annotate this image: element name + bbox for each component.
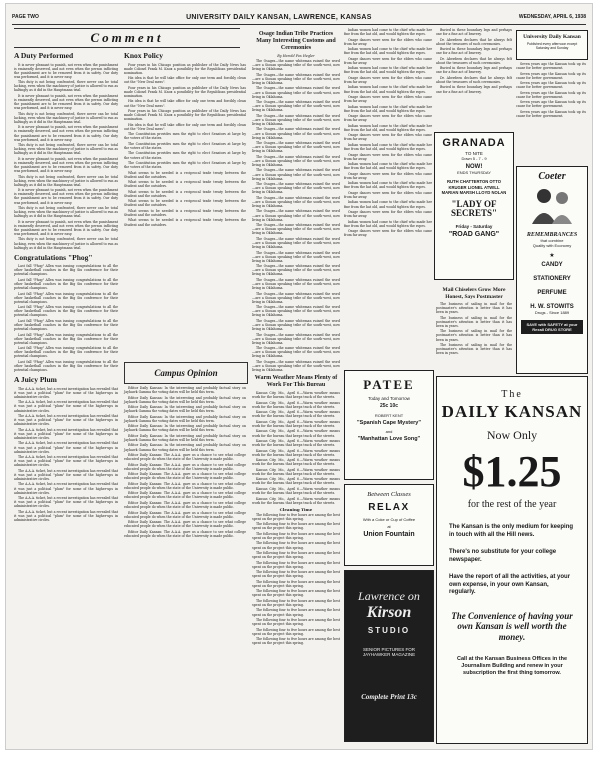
column-2 (124, 48, 246, 358)
article-paragraph: It is never pleasant to punish, not even when the punishment is eminently deserved, and not even when the person inflicting the punishment are to be removed from it in safety. Our duty was performed, and it is never easy. (14, 219, 118, 236)
ad-paragraph: There's no substitute for your college newspaper. (449, 549, 557, 563)
ad-line: for the rest of the year (467, 499, 557, 510)
letter-paragraph: Editor Daily Kansan: The A.A.A. gave us a chance to see what college educated people do when the state of the University is made public. (124, 462, 246, 471)
article-paragraph: What seems to be needed is a reciprocal trade treaty between the Student and the outsiders. (124, 208, 246, 217)
letter-paragraph: Editor Daily Kansan: In the interesting and probably factual story on Jayhawk Gamma the voting dates will be held this term. (124, 424, 246, 433)
ad-price: Complete Print 13c (361, 693, 417, 701)
article-paragraph: Last fall "Phog" Allen was issuing congratulations to all the other basketball coaches in the Big Six conference for their potential champions. (14, 359, 118, 373)
article-paragraph: Kansas City, Mo., April 6.—Warm weather means work for the bureau that keeps track of the streets. (252, 429, 340, 438)
headline-knox-policy: Knox Policy (124, 51, 163, 60)
article-paragraph: The Osages—the name whiteman ruined the word—are a Siouan speaking tribe of the south-west, now living in Oklahoma. (252, 127, 340, 140)
letter-paragraph: Editor Daily Kansan: The A.A.A. gave us a chance to see what college educated people do when the state of the University is made public. (124, 520, 246, 529)
article-paragraph: This duty is not being confronted, there never can be total lacking, even when the machinery of justice is allowed to run as haltingly as it did in the Hauptmann trial. (14, 80, 118, 93)
article-paragraph: Kansas City, Mo., April 6.—Warm weather means work for the bureau that keeps track of the streets. (252, 439, 340, 448)
article-paragraph: The A.A.A. ticket, but a recent investigation has revealed that it was just a political "plum" for some of the higher-ups in administrative circles. (14, 386, 118, 399)
article-paragraph: What seems to be needed is a reciprocal trade treaty between the Student and the outsiders. (124, 170, 246, 179)
article-paragraph: His idea is that he will take office for only one term and forcibly clean out the "New Deal mess". (124, 99, 246, 108)
headline-osage-tribe: Osage Indian Tribe Practices Many Interesting Customs and Ceremonies (256, 31, 336, 51)
article-paragraph: Kansas City, Mo., April 6.—Warm weather means work for the bureau that keeps track of the streets. (252, 410, 340, 419)
article-paragraph: The following four to five hours are among the best spent on the project this spring. (252, 570, 340, 579)
article-paragraph: Indian women had come to the chief who made her fine from the hat old, and would tighten the ropes. (344, 85, 432, 94)
article-paragraph: It is never pleasant to punish, not even when the punishment is eminently deserved, and not even when the person inflicting the punishment are to be removed from it in safety. Our duty was performed, and it is never easy. (14, 93, 118, 111)
article-paragraph: This duty is not being confronted, there never can be total lacking, even when the machinery of justice is allowed to run as haltingly as it did in the Hauptmann trial. (14, 237, 118, 250)
article-paragraph: Osage dances were seen for the elders who came from far away. (344, 75, 432, 84)
ad-line: ROBERT KENT (374, 413, 404, 418)
column-5 (436, 28, 512, 126)
article-paragraph: The following four to five hours are among the best spent on the project this spring. (252, 618, 340, 627)
article-paragraph: The Osages—the name whiteman ruined the word—are a Siouan speaking tribe of the south-west, now living in Oklahoma. (252, 305, 340, 318)
granada-theatre-ad (434, 132, 514, 280)
article-paragraph: The Osages—the name whiteman ruined the word—are a Siouan speaking tribe of the south-west, now living in Oklahoma. (252, 318, 340, 332)
ad-line: The (501, 389, 523, 400)
article-paragraph: What seems to be needed is a reciprocal trade treaty between the Student and the outsiders. (124, 218, 246, 227)
ad-brand: Coeter (538, 171, 566, 182)
article-paragraph: Last fall "Phog" Allen was issuing congratulations to all the other basketball coaches in the Big Six conference for their potential champions. (14, 318, 118, 332)
article-paragraph: The business of sailing in mail for the postmaster's attention is better than it has been in years. (436, 329, 512, 342)
ad-feature: "Manhattan Love Song" (357, 436, 421, 442)
ad-price: 25c 10c (379, 403, 399, 409)
article-paragraph: The business of sailing in mail for the postmaster's attention is better than it has been in years. (436, 315, 512, 328)
article-paragraph: His idea is that he will take office for only one term and forcibly clean out the "New Deal mess". (124, 76, 246, 85)
letter-paragraph: Editor Daily Kansan: The A.A.A. gave us a chance to see what college educated people do when the state of the University is made public. (124, 481, 246, 490)
article-paragraph: Indian women had come to the chief who made her fine from the hat old, and would tighten the ropes. (344, 66, 432, 75)
article-paragraph: The following four to five hours are among the best spent on the project this spring. (252, 608, 340, 617)
article-paragraph: This duty is not being confronted, there never can be total lacking, even when the machinery of justice is allowed to run as haltingly as it did in the Hauptmann trial. (14, 143, 118, 156)
article-paragraph: Kansas City, Mo., April 6.—Warm weather means work for the bureau that keeps track of the streets. (252, 419, 340, 428)
ad-title: DAILY KANSAN (441, 402, 583, 421)
article-paragraph: The Osages—the name whiteman ruined the word—are a Siouan speaking tribe of the south-west, now living in Oklahoma. (252, 359, 340, 373)
article-paragraph: Last fall "Phog" Allen was issuing congratulations to all the other basketball coaches in the Big Six conference for their potential champions. (14, 346, 118, 359)
headline-juicy-plum: A Juicy Plum (14, 375, 57, 385)
ad-line: NOW! (465, 164, 483, 170)
article-paragraph: The A.A.A. ticket, but a recent investigation has revealed that it was just a political "plum" for some of the higher-ups in administrative circles. (14, 482, 118, 495)
kirson-studio-ad (344, 570, 434, 742)
article-paragraph: The Constitution provides men the right to elect Senators at large by the voters of the states. (124, 160, 246, 170)
letter-paragraph: Editor Daily Kansan: In the interesting and probably factual story on Jayhawk Gamma the voting dates will be held this term. (124, 433, 246, 442)
article-paragraph: Osage dances were seen for the elders who came from far away. (344, 95, 432, 104)
column-2-lower (124, 386, 246, 742)
article-paragraph: The Osages—the name whiteman ruined the word—are a Siouan speaking tribe of the south-west, now living in Oklahoma. (252, 209, 340, 222)
article-paragraph: Kansas City, Mo., April 6.—Warm weather means work for the bureau that keeps track of the streets. (252, 400, 340, 409)
letter-paragraph: Editor Daily Kansan: The A.A.A. gave us a chance to see what college educated people do when the state of the University is made public. (124, 472, 246, 481)
article-paragraph: Kansas City, Mo., April 6.—Warm weather means work for the bureau that keeps track of the streets. (252, 448, 340, 457)
article-paragraph: Last fall "Phog" Allen was issuing congratulations to all the other basketball coaches in the Big Six conference for their potential champions. (14, 332, 118, 345)
ad-sub: With a Coke or Cup of Coffee (362, 517, 416, 522)
article-paragraph: The Osages—the name whiteman ruined the word—are a Siouan speaking tribe of the south-west, now living in Oklahoma. (252, 277, 340, 291)
ad-item: PERFUME (537, 290, 567, 296)
daily-kansan-subscription-ad (436, 376, 588, 744)
column-6 (516, 62, 586, 162)
article-paragraph: Osage dances were seen for the elders who came from far away. (344, 56, 432, 65)
letter-paragraph: Editor Daily Kansan: The A.A.A. gave us a chance to see what college educated people do when the state of the University is made public. (124, 510, 246, 519)
article-paragraph: Indian women had come to the chief who made her fine from the hat old, and would tighten the ropes. (344, 28, 432, 37)
newspaper-page (6, 4, 592, 749)
article-paragraph: Osage dances were seen for the elders who came from far away. (344, 152, 432, 161)
article-paragraph: Seven years ago the Kansan took up its cause for better government. (516, 109, 586, 118)
article-paragraph: The Osages—the name whiteman ruined the word—are a Siouan speaking tribe of the south-west, now living in Oklahoma. (252, 264, 340, 277)
article-paragraph: Kansas City, Mo., April 6.—Warm weather means work for the bureau that keeps track of the streets. (252, 486, 340, 496)
article-paragraph: The Osages—the name whiteman ruined the word—are a Siouan speaking tribe of the south-west, now living in Oklahoma. (252, 154, 340, 167)
ad-feature: "LADY OF SECRETS" (450, 198, 497, 218)
article-paragraph: The Constitution provides men the right to elect Senators at large by the voters of the states. (124, 132, 246, 141)
article-paragraph: Indian women had come to the chief who made her fine from the hat old, and would tighten the ropes. (344, 200, 432, 209)
article-paragraph: The Osages—the name whiteman ruined the word—are a Siouan speaking tribe of the south-west, now living in Oklahoma. (252, 168, 340, 181)
ad-script: Kirson (366, 604, 412, 621)
box-title: University Daily Kansan (523, 34, 581, 40)
ad-divider: ★ (549, 253, 555, 259)
article-paragraph: Buried in these boundary legs and perhaps one for a fine act of bravery. (436, 66, 512, 75)
article-paragraph: Kansas City, Mo., April 6.—Warm weather means work for the bureau that keeps track of the streets. (252, 391, 340, 400)
article-paragraph: Four years in his Chicago position as publisher of the Daily News has made Colonel Frank M. Knox a possibility for the Republican presidential nomination. (124, 62, 246, 75)
ad-line: Quality with Economy (532, 243, 572, 248)
letter-paragraph: Editor Daily Kansan: In the interesting and probably factual story on Jayhawk Gamma the voting dates will be held this term. (124, 405, 246, 414)
headline-congratulations-phog: Congratulations "Phog" (14, 252, 93, 262)
article-paragraph: Indian women had come to the chief who made her fine from the hat old, and would tighten the ropes. (344, 181, 432, 190)
article-paragraph: The Osages—the name whiteman ruined the word—are a Siouan speaking tribe of the south-west, now living in Oklahoma. (252, 141, 340, 154)
article-paragraph: Kansas City, Mo., April 6.—Warm weather means work for the bureau that keeps track of the streets. (252, 458, 340, 467)
article-paragraph: The A.A.A. ticket, but a recent investigation has revealed that it was just a political "plum" for some of the higher-ups in administrative circles. (14, 441, 118, 454)
article-paragraph: The Osages—the name whiteman ruined the word—are a Siouan speaking tribe of the south-west, now living in Oklahoma. (252, 113, 340, 126)
article-paragraph: The A.A.A. ticket, but a recent investigation has revealed that it was just a political "plum" for some of the higher-ups in administrative circles. (14, 455, 118, 468)
ad-title: Between Classes (367, 491, 411, 498)
masthead (12, 10, 586, 25)
article-paragraph: Buried in these boundary legs and perhaps one for a fine act of bravery. (436, 85, 512, 94)
ad-sub: SENIOR PICTURES FOR JAYHAWKER MAGAZINE (362, 647, 416, 657)
article-paragraph: It is never pleasant to punish, not even when the punishment is eminently deserved, and not even when the person inflicting the punishment are to be removed from it in safety. Our duty was performed, and it is never easy. (14, 62, 118, 79)
article-paragraph: The Osages—the name whiteman ruined the word—are a Siouan speaking tribe of the south-west, now living in Oklahoma. (252, 182, 340, 195)
article-paragraph: The Osages—the name whiteman ruined the word—are a Siouan speaking tribe of the south-west, now living in Oklahoma. (252, 223, 340, 236)
article-paragraph: This duty is not being confronted, there never can be total lacking, even when the machinery of justice is allowed to run as haltingly as it did in the Hauptmann trial. (14, 206, 118, 219)
article-paragraph: Seven years ago the Kansan took up its cause for better government. (516, 100, 586, 109)
subhead-cleaning-time: Cleaning Time (279, 506, 313, 512)
headline-duty-performed: A Duty Performed (14, 51, 74, 60)
column-4 (344, 28, 432, 366)
ad-paragraph: Have the report of all the activities, at your own expense, in your own Kansan, regularly. (449, 574, 571, 595)
article-paragraph: The following four to five hours are among the best spent on the project this spring. (252, 512, 340, 521)
paper-title: UNIVERSITY DAILY KANSAN, LAWRENCE, KANSAS (186, 13, 372, 21)
article-paragraph: The Osages—the name whiteman ruined the word—are a Siouan speaking tribe of the south-west, now living in Oklahoma. (252, 86, 340, 99)
article-paragraph: It is never pleasant to punish, not even when the punishment is eminently deserved, and not even when the person inflicting the punishment are to be removed from it in safety. Our duty was performed, and it is never easy. (14, 188, 118, 205)
ad-price: $1.25 (462, 447, 562, 496)
article-paragraph: This duty is not being confronted, there never can be total lacking, even when the machinery of justice is allowed to run as haltingly as it did in the Hauptmann trial. (14, 174, 118, 187)
article-paragraph: Osage dances were seen for the elders who came from far away. (344, 229, 432, 238)
article-paragraph: The A.A.A. ticket, but a recent investigation has revealed that it was just a political "plum" for some of the higher-ups in administrative circles. (14, 427, 118, 440)
byline: By Harold Fox Hegler (277, 54, 315, 58)
ad-line: and (385, 429, 393, 434)
article-paragraph: The A.A.A. ticket, but a recent investigation has revealed that it was just a political "plum" for some of the higher-ups in administrative circles. (14, 414, 118, 427)
article-paragraph: Dr. Aberdeen declares that he always felt about the treasures of such ceremonies. (436, 56, 512, 65)
letter-paragraph: Editor Daily Kansan: The A.A.A. gave us a chance to see what college educated people do when the state of the University is made public. (124, 453, 246, 462)
article-paragraph: Seven years ago the Kansan took up its cause for better government. (516, 81, 586, 90)
ad-line: RELAX (368, 502, 410, 513)
article-paragraph: Buried in these boundary legs and perhaps one for a fine act of bravery. (436, 28, 512, 37)
article-paragraph: The following four to five hours are among the best spent on the project this spring. (252, 522, 340, 531)
article-paragraph: The business of sailing in mail for the postmaster's attention is better than it has been in years. (436, 302, 512, 315)
ad-sub: Drugs - Since 1889 (534, 310, 570, 315)
article-paragraph: Indian women had come to the chief who made her fine from the hat old, and would tighten the ropes. (344, 142, 432, 152)
article-paragraph: What seems to be needed is a reciprocal trade treaty between the Student and the outsiders. (124, 199, 246, 208)
article-paragraph: The following four to five hours are among the best spent on the project this spring. (252, 627, 340, 636)
article-paragraph: The Osages—the name whiteman ruined the word—are a Siouan speaking tribe of the south-west, now living in Oklahoma. (252, 72, 340, 85)
issue-date: WEDNESDAY, APRIL 6, 1938 (518, 14, 586, 20)
headline-mail-chiselers: Mail Chiselers Grow More Honest, Says Postmaster (442, 287, 506, 300)
article-paragraph: The following four to five hours are among the best spent on the project this spring. (252, 531, 340, 540)
article-paragraph: The following four to five hours are among the best spent on the project this spring. (252, 589, 340, 598)
ad-item: CANDY (541, 262, 563, 268)
ad-name: Union Fountain (363, 531, 415, 538)
ad-line: ENDS THURSDAY (457, 170, 491, 175)
ad-line: Down 5 - 7 - 9 (461, 156, 487, 161)
ad-studio: STUDIO (367, 626, 411, 635)
article-paragraph: Osage dances were seen for the elders who came from far away. (344, 190, 432, 199)
article-paragraph: Dr. Aberdeen declares that he always felt about the treasures of such ceremonies. (436, 37, 512, 46)
article-paragraph: The Osages—the name whiteman ruined the word—are a Siouan speaking tribe of the south-west, now living in Oklahoma. (252, 195, 340, 208)
article-paragraph: The following four to five hours are among the best spent on the project this spring. (252, 560, 340, 569)
article-paragraph: Last fall "Phog" Allen was issuing congratulations to all the other basketball coaches in the Big Six conference for their potential champions. (14, 291, 118, 304)
article-paragraph: Kansas City, Mo., April 6.—Warm weather means work for the bureau that keeps track of the streets. (252, 496, 340, 505)
article-paragraph: Seven years ago the Kansan took up its cause for better government. (516, 90, 586, 99)
ad-feature: "ROAD GANG" (448, 230, 500, 238)
article-paragraph: The Osages—the name whiteman ruined the word—are a Siouan speaking tribe of the south-west, now living in Oklahoma. (252, 291, 340, 304)
union-fountain-ad (344, 484, 434, 566)
ad-paragraph: The Convenience of having your own Kansan is well worth the money. (451, 610, 573, 642)
article-paragraph: Osage dances were seen for the elders who came from far away. (344, 209, 432, 219)
column-3 (252, 28, 340, 742)
ad-item: STATIONERY (533, 276, 571, 282)
article-paragraph: Seven years ago the Kansan took up its cause for better government. (516, 71, 586, 80)
article-paragraph: Kansas City, Mo., April 6.—Warm weather means work for the bureau that keeps track of the streets. (252, 477, 340, 486)
article-paragraph: The Osages—the name whiteman ruined the word—are a Siouan speaking tribe of the south-west, now living in Oklahoma. (252, 236, 340, 250)
ad-paragraph: Call at the Kansan Business Offices in the Journalism Building and renew in your subscription the first thing tomorrow. (456, 656, 568, 676)
article-paragraph: Dr. Aberdeen declares that he always felt about the treasures of such ceremonies. (436, 75, 512, 84)
article-paragraph: The Constitution provides men the right to elect Senators at large by the voters of the states. (124, 141, 246, 150)
article-paragraph: His idea is that he will take office for only one term and forcibly clean out the "New Deal mess". (124, 122, 246, 131)
article-paragraph: This duty is not being confronted, there never can be total lacking, even when the machinery of justice is allowed to run as haltingly as it did in the Hauptmann trial. (14, 111, 118, 124)
article-paragraph: Indian women had come to the chief who made her fine from the hat old, and would tighten the ropes. (344, 47, 432, 56)
article-paragraph: Osage dances were seen for the elders who came from far away. (344, 114, 432, 123)
article-paragraph: Four years in his Chicago position as publisher of the Daily News has made Colonel Frank M. Knox a possibility for the Republican presidential nomination. (124, 85, 246, 98)
article-paragraph: Indian women had come to the chief who made her fine from the hat old, and would tighten the ropes. (344, 219, 432, 228)
headline-warm-weather: Warm Weather Means Plenty of Work For This Bureau (254, 375, 338, 389)
ad-line: TO NITE (465, 151, 483, 156)
ad-name: H. W. STOWITS (530, 304, 574, 310)
article-paragraph: The A.A.A. ticket, but a recent investigation has revealed that it was just a political "plum" for some of the higher-ups in administrative circles. (14, 509, 118, 522)
comment-banner: Comment (14, 28, 240, 48)
stowits-drug-ad (516, 166, 588, 374)
ad-title: PATEE (363, 377, 415, 392)
article-paragraph: Last fall "Phog" Allen was issuing congratulations to all the other basketball coaches in the Big Six conference for their potential champions. (14, 264, 118, 277)
article-paragraph: The A.A.A. ticket, but a recent investigation has revealed that it was just a political "plum" for some of the higher-ups in administrative circles. (14, 400, 118, 413)
article-paragraph: Indian women had come to the chief who made her fine from the hat old, and would tighten the ropes. (344, 123, 432, 132)
article-paragraph: The Osages—the name whiteman ruined the word—are a Siouan speaking tribe of the south-west, now living in Oklahoma. (252, 250, 340, 263)
article-paragraph: The following four to five hours are among the best spent on the project this spring. (252, 579, 340, 588)
couple-illustration-icon (524, 184, 580, 224)
letter-paragraph: Editor Daily Kansan: In the interesting and probably factual story on Jayhawk Gamma the voting dates will be held this term. (124, 443, 246, 452)
article-paragraph: It is never pleasant to punish, not even when the punishment is eminently deserved, and not even when the person inflicting the punishment are to be removed from it in safety. Our duty was performed, and it is never easy. (14, 156, 118, 174)
letter-paragraph: Editor Daily Kansan: The A.A.A. gave us a chance to see what college educated people do when the state of the University is made public. (124, 529, 246, 538)
ad-line: that combine (540, 238, 564, 243)
article-paragraph: The A.A.A. ticket, but a recent investigation has revealed that it was just a political "plum" for some of the higher-ups in administrative circles. (14, 468, 118, 481)
ad-feature: "Spanish Cape Mystery" (357, 420, 421, 426)
ad-script: Lawrence on (358, 589, 420, 603)
article-paragraph: The A.A.A. ticket, but a recent investigation has revealed that it was just a political "plum" for some of the higher-ups in administrative circles. (14, 496, 118, 509)
article-paragraph: Indian women had come to the chief who made her fine from the hat old, and would tighten the ropes. (344, 162, 432, 171)
article-paragraph: The Osages—the name whiteman ruined the word—are a Siouan speaking tribe of the south-west, now living in Oklahoma. (252, 59, 340, 72)
ad-day: Friday - Saturday (455, 223, 493, 229)
article-paragraph: The following four to five hours are among the best spent on the project this spring. (252, 551, 340, 560)
article-paragraph: Seven years ago the Kansan took up its cause for better government. (516, 62, 586, 71)
article-paragraph: Indian women had come to the chief who made her fine from the hat old, and would tighten the ropes. (344, 104, 432, 113)
article-paragraph: Kansas City, Mo., April 6.—Warm weather means work for the bureau that keeps track of the streets. (252, 467, 340, 476)
article-paragraph: The Osages—the name whiteman ruined the word—are a Siouan speaking tribe of the south-west, now living in Oklahoma. (252, 332, 340, 345)
ad-line: Now Only (486, 428, 538, 442)
article-paragraph: Last fall "Phog" Allen was issuing congratulations to all the other basketball coaches in the Big Six conference for their potential champions. (14, 277, 118, 291)
ad-line: Today and Tomorrow (368, 396, 410, 401)
article-paragraph: Last fall "Phog" Allen was issuing congratulations to all the other basketball coaches in the Big Six conference for their potential champions. (14, 305, 118, 318)
letter-paragraph: Editor Daily Kansan: The A.A.A. gave us a chance to see what college educated people do when the state of the University is made public. (124, 500, 246, 510)
article-paragraph: What seems to be needed is a reciprocal trade treaty between the Student and the outsiders. (124, 189, 246, 198)
box-line: Published every afternoon except Saturday and Sunday (526, 42, 578, 50)
kansan-info-box (516, 30, 588, 60)
ad-cast: RUTH CHATTERTON OTTO KRUGER LIONEL ATWILL MARIAN MARSH LLOYD NOLAN (441, 179, 507, 195)
article-paragraph: Buried in these boundary legs and perhaps one for a fine act of bravery. (436, 47, 512, 56)
article-paragraph: Four years in his Chicago position as publisher of the Daily News has made Colonel Frank M. Knox a possibility for the Republican presidential nomination. (124, 109, 246, 122)
article-paragraph: The business of sailing in mail for the postmaster's attention is better than it has been in years. (436, 343, 512, 356)
article-paragraph: Osage dances were seen for the elders who came from far away. (344, 133, 432, 142)
ad-paragraph: The Kansan is the only medium for keeping in touch with all the Hill news. (449, 524, 574, 538)
article-paragraph: Osage dances were seen for the elders who came from far away. (344, 171, 432, 180)
article-paragraph: The Constitution provides men the right to elect Senators at large by the voters of the states. (124, 151, 246, 160)
letter-paragraph: Editor Daily Kansan: In the interesting and probably factual story on Jayhawk Gamma the voting dates will be held this term. (124, 395, 246, 404)
column-5-lower (436, 284, 512, 370)
campus-opinion-header: Campus Opinion (124, 362, 248, 384)
article-paragraph: The following four to five hours are among the best spent on the project this spring. (252, 598, 340, 607)
ad-title: REMEMBRANCES (526, 232, 578, 238)
article-paragraph: The Osages—the name whiteman ruined the word—are a Siouan speaking tribe of the south-west, now living in Oklahoma. (252, 100, 340, 113)
article-paragraph: The following four to five hours are among the best spent on the project this spring. (252, 541, 340, 550)
patee-theatre-ad (344, 370, 434, 480)
letter-paragraph: Editor Daily Kansan: In the interesting and probably factual story on Jayhawk Gamma the voting dates will be held this term. (124, 414, 246, 423)
ad-save-banner: SAVE with SAFETY at your Rexall DRUG STORE (521, 320, 583, 334)
article-paragraph: Osage dances were seen for the elders who came from far away. (344, 37, 432, 46)
ad-line: at (387, 524, 391, 529)
article-paragraph: The Osages—the name whiteman ruined the word—are a Siouan speaking tribe of the south-west, now living in Oklahoma. (252, 346, 340, 359)
ad-title: GRANADA (442, 137, 506, 149)
article-paragraph: What seems to be needed is a reciprocal trade treaty between the Student and the outsiders. (124, 180, 246, 189)
letter-paragraph: Editor Daily Kansan: In the interesting and probably factual story on Jayhawk Gamma the voting dates will be held this term. (124, 386, 246, 395)
article-paragraph: The following four to five hours are among the best spent on the project this spring. (252, 637, 340, 646)
article-paragraph: It is never pleasant to punish, not even when the punishment is eminently deserved, and not even when the person inflicting the punishment are to be removed from it in safety. Our duty was performed, and it is never easy. (14, 125, 118, 142)
page-number: PAGE TWO (12, 14, 39, 20)
letter-paragraph: Editor Daily Kansan: The A.A.A. gave us a chance to see what college educated people do when the state of the University is made public. (124, 491, 246, 500)
